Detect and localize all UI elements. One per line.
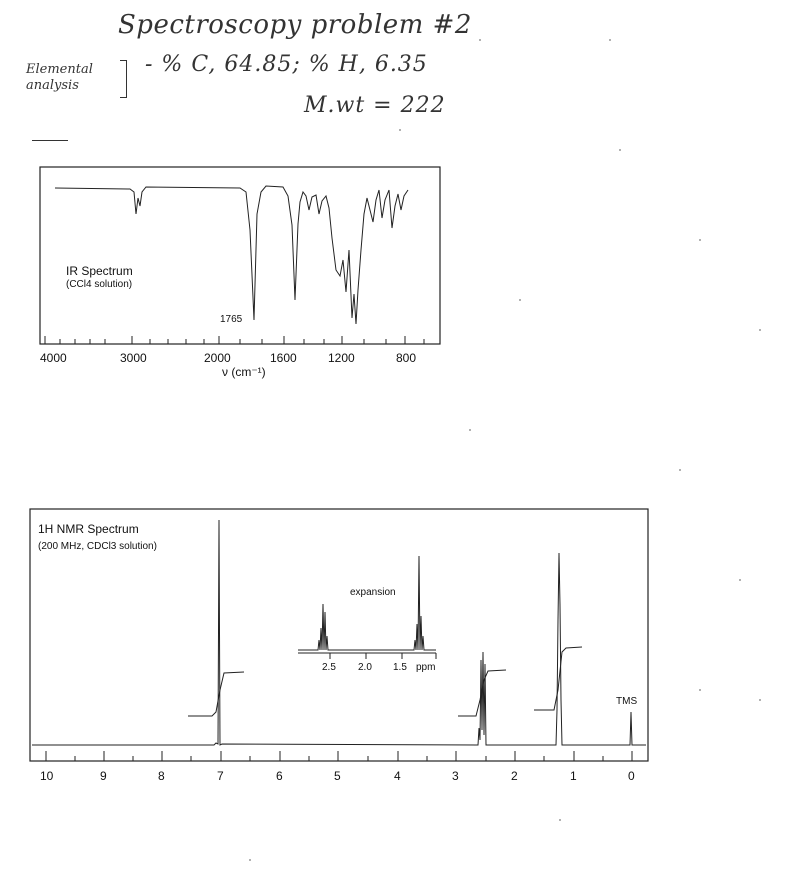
ir-title: IR Spectrum (66, 264, 133, 278)
nmr-tick-label-4: 4 (394, 769, 401, 783)
ir-axis-ticks (45, 336, 424, 344)
nmr-tick-label-7: 7 (217, 769, 224, 783)
nmr-integral-aromatic (188, 672, 244, 716)
nmr-subtitle: (200 MHz, CDCl3 solution) (38, 541, 157, 552)
nmr-spectrum-chart (30, 509, 648, 783)
expansion-tick-ppm: ppm (416, 662, 436, 673)
ir-tick-label-1200: 1200 (328, 351, 355, 365)
expansion-tick-2-5: 2.5 (322, 662, 336, 673)
problem-title: Spectroscopy problem #2 (118, 10, 472, 40)
ir-spectrum-chart (40, 167, 440, 379)
expansion-trace (298, 556, 436, 650)
ir-tick-label-4000: 4000 (40, 351, 67, 365)
nmr-title: 1H NMR Spectrum (38, 522, 139, 536)
nmr-tick-labels (40, 769, 635, 783)
molecular-weight: M.wt = 222 (304, 93, 446, 118)
elemental-label-line1: Elemental (26, 62, 93, 77)
ir-subtitle: (CCl4 solution) (66, 279, 133, 290)
ir-tick-label-800: 800 (396, 351, 417, 365)
ir-xlabel: ν (cm⁻¹) (222, 365, 266, 379)
elemental-analysis-values: - % C, 64.85; % H, 6.35 (145, 52, 428, 77)
expansion-label: expansion (350, 587, 396, 598)
nmr-tick-label-5: 5 (334, 769, 341, 783)
scan-noise (249, 39, 761, 861)
nmr-axis-ticks (46, 751, 632, 761)
nmr-tick-label-8: 8 (158, 769, 165, 783)
nmr-tick-label-10: 10 (40, 769, 54, 783)
nmr-annotation-tms: TMS (616, 696, 638, 707)
nmr-expansion-inset (298, 556, 436, 673)
nmr-tick-label-6: 6 (276, 769, 283, 783)
nmr-trace (32, 520, 646, 745)
ir-tick-label-2000: 2000 (204, 351, 231, 365)
ir-annotation-1765: 1765 (220, 314, 243, 325)
elemental-label-line2: analysis (26, 78, 79, 93)
expansion-tick-2-0: 2.0 (358, 662, 372, 673)
nmr-tick-label-1: 1 (570, 769, 577, 783)
nmr-tick-label-9: 9 (100, 769, 107, 783)
nmr-tick-label-3: 3 (452, 769, 459, 783)
nmr-tick-label-2: 2 (511, 769, 518, 783)
ir-tick-label-3000: 3000 (120, 351, 147, 365)
expansion-tick-1-5: 1.5 (393, 662, 407, 673)
ir-tick-label-1600: 1600 (270, 351, 297, 365)
nmr-tick-label-0: 0 (628, 769, 635, 783)
ir-trace (55, 186, 408, 324)
